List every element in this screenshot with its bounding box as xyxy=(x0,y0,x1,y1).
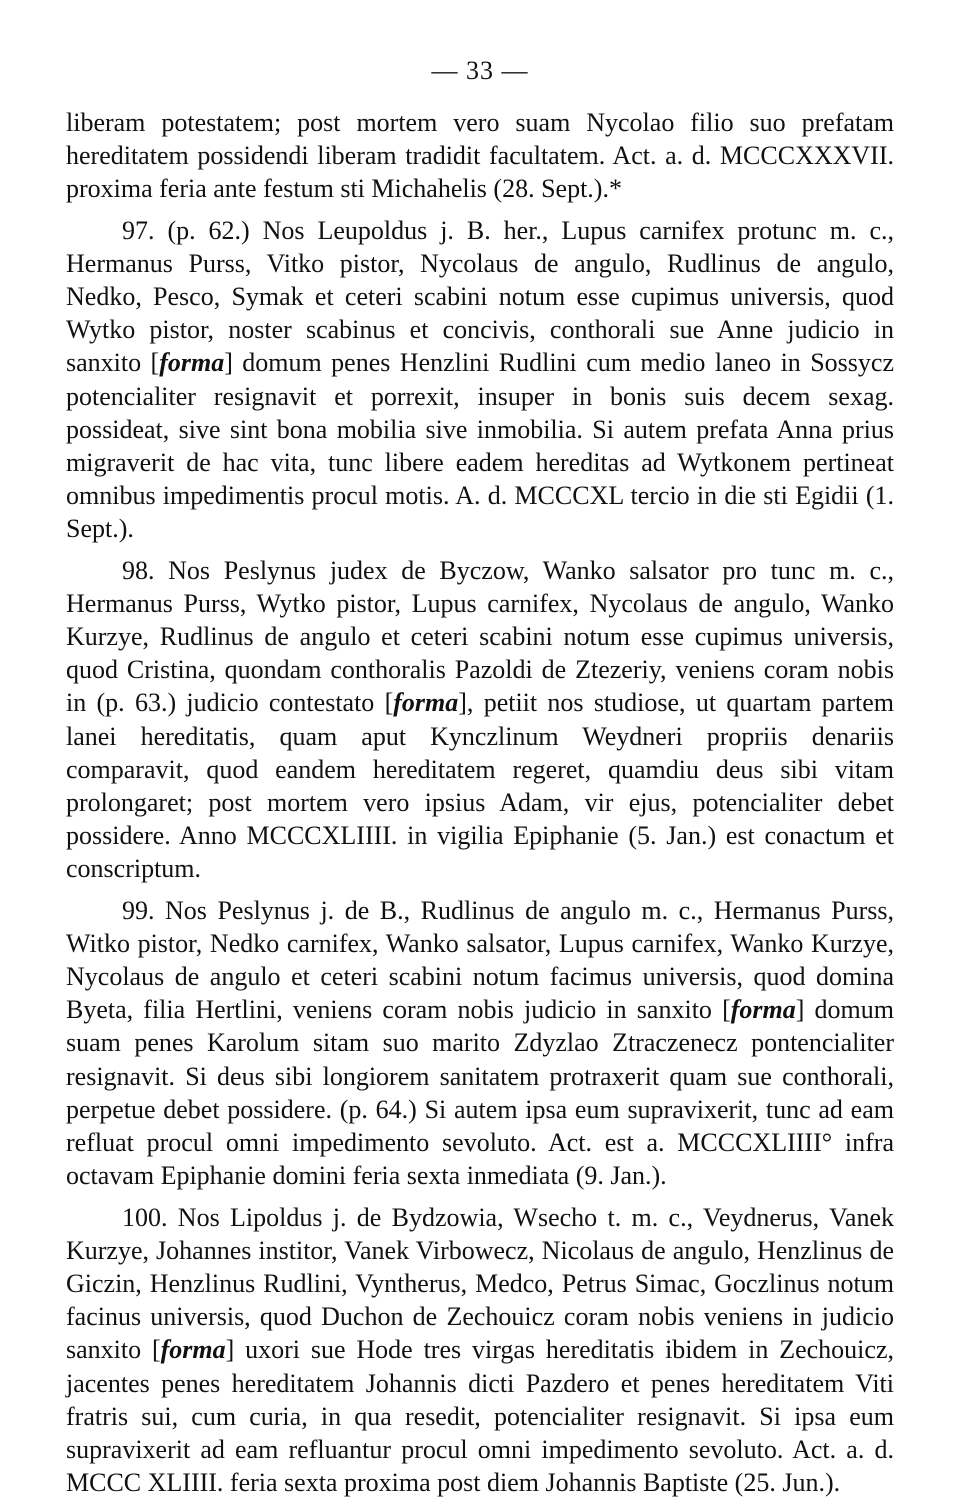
text-segment: 98. Nos Peslynus judex de Byczow, Wanko salsator pro tunc m. c., Hermanus Purss, Wytko pistor, Lupus carnifex, Nycolaus de angulo, Wanko Kurzye, Rudlinus de angulo et ceteri scabini notum esse cupimus universis, quod Cristina, quondam conthoralis Pazoldi de Ztezeriy, veniens coram nobis in (p. 63.) judicio contestato [ xyxy=(66,555,894,718)
entry-98 xyxy=(66,554,894,886)
text-segment: liberam potestatem; post mortem vero suam Nycolao filio suo prefatam hereditatem possidendi liberam tradidit facultatem. Act. a. d. MCCCXXXVII. proxima feria ante festum sti Michahelis (28. Sept.).* xyxy=(66,108,894,204)
entry-99 xyxy=(66,894,894,1193)
forma-annotation: forma xyxy=(160,1335,226,1365)
page-number: — 33 — xyxy=(431,56,529,85)
text-segment: ] uxori sue Hode tres virgas hereditatis ibidem in Zechouicz, jacentes penes hereditatem Johannis dicti Pazdero et penes hereditatem Viti fratris sui, cum curia, in qua resedit, potencialiter resignavit. Si ipsa eum supravixerit ad eam refluantur procul omni impedimento sevoluto. Act. a. d. MCCC XLIIII. feria sexta proxima post diem Johannis Baptiste (25. Jun.). xyxy=(66,1335,894,1498)
entry-97 xyxy=(66,214,894,546)
text-segment: 100. Nos Lipoldus j. de Bydzowia, Wsecho t. m. c., Veydnerus, Vanek Kurzye, Johannes institor, Vanek Virbowecz, Nicolaus de angulo, Henzlinus de Giczin, Henzlinus Rudlini, Vyntherus, Medco, Petrus Simac, Goczlinus notum facinus universis, quod Duchon de Zechouicz coram nobis veniens in judicio sanxito [ xyxy=(66,1202,894,1365)
text-segment: ], petiit nos studiose, ut quartam partem lanei hereditatis, quam aput Kynczlinum Weydneri propriis denariis comparavit, quod eandem hereditatem regeret, quamdiu deus sibi vitam prolongaret; post mortem vero ipsius Adam, vir ejus, potencialiter debet possidere. Anno MCCCXLIIII. in vigilia Epiphanie (5. Jan.) est conactum et conscriptum. xyxy=(66,688,894,884)
paragraph-continuation xyxy=(66,106,894,206)
forma-annotation: forma xyxy=(159,348,225,378)
entry-100 xyxy=(66,1201,894,1500)
text-segment: ] domum suam penes Karolum sitam suo marito Zdyzlao Ztraczenecz pontencialiter resignavit. Si deus sibi longiorem sanitatem protraxerit quam sue conthorali, perpetue debet possidere. (p. 64.) Si autem ipsa eum supravixerit, tunc ad eam refluat procul omni impedimento sevoluto. Act. est a. MCCCXLIIII° infra octavam Epiphanie domini feria sexta inmediata (9. Jan.). xyxy=(66,995,894,1191)
text-segment: 99. Nos Peslynus j. de B., Rudlinus de angulo m. c., Hermanus Purss, Witko pistor, Nedko carnifex, Wanko salsator, Lupus carnifex, Wanko Kurzye, Nycolaus de angulo et ceteri scabini notum facimus universis, quod domina Byeta, filia Hertlini, veniens coram nobis judicio in sanxito [ xyxy=(66,895,894,1025)
text-segment: ] domum penes Henzlini Rudlini cum medio laneo in Sossycz potencialiter resignavit et porrexit, insuper in bonis suis decem sexag. possideat, sive sint bona mobilia sive inmobilia. Si autem prefata Anna prius migraverit de hac vita, tunc libere eadem hereditas ad Wytkonem pertineat omnibus impedimentis procul motis. A. d. MCCCXL tercio in die sti Egidii (1. Sept.). xyxy=(66,348,894,544)
document-page xyxy=(66,54,894,1499)
forma-annotation: forma xyxy=(730,995,796,1025)
text-segment: 97. (p. 62.) Nos Leupoldus j. B. her., Lupus carnifex protunc m. c., Hermanus Purss, Vitko pistor, Nycolaus de angulo, Rudlinus de angulo, Nedko, Pesco, Symak et ceteri scabini notum esse cupimus universis, quod Wytko pistor, noster scabinus et concivis, conthorali sue Anne judicio in sanxito [ xyxy=(66,215,894,378)
forma-annotation: forma xyxy=(393,688,459,718)
